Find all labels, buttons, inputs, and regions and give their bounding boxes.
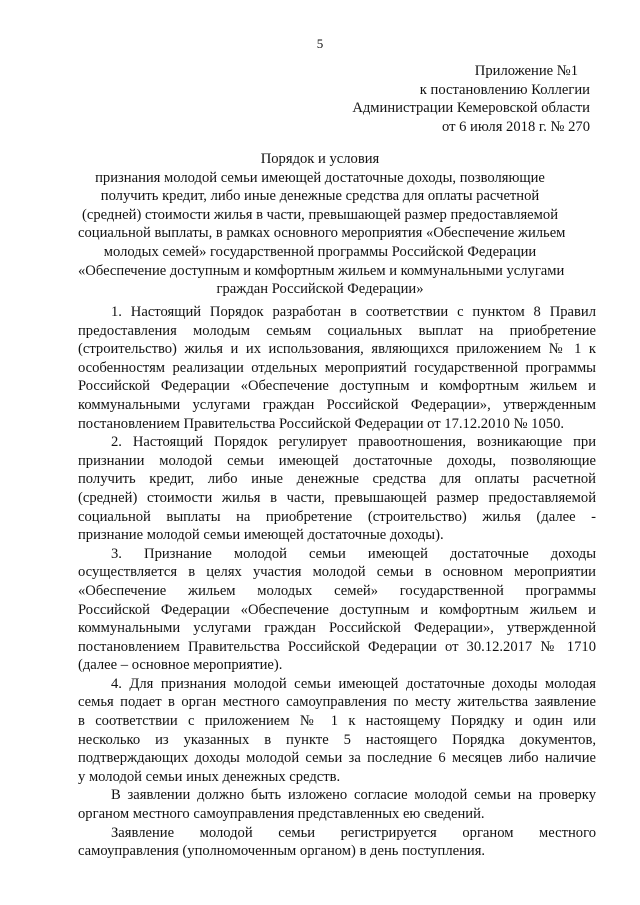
title-line: социальной выплаты, в рамках основного мероприятия «Обеспечение жильем	[78, 225, 566, 242]
text-line: 4. Для признания молодой семьи имеющей достаточные доходы молодая	[111, 675, 596, 692]
title-line: молодых семей» государственной программы Российской Федерации	[103, 243, 537, 260]
paragraph-2	[78, 433, 596, 545]
text-line: постановлением Правительства Российской Федерации от 17.12.2010 № 1050.	[78, 415, 565, 432]
title-line: «Обеспечение доступным и комфортным жильем и коммунальными услугами	[78, 262, 565, 279]
text-line: социальной выплаты на приобретение (строительство) жилья (далее -	[78, 508, 596, 525]
text-line: Российской Федерации «Обеспечение доступным и комфортным жильем и	[78, 601, 596, 618]
text-line: 2. Настоящий Порядок регулирует правоотношения, возникающие при	[111, 434, 596, 451]
text-line: (средней) стоимости жилья в части, превышающей размер предоставляемой	[78, 489, 596, 506]
text-line: семья подает в орган местного самоуправления по месту жительства заявление	[78, 694, 596, 711]
text-line: у молодой семьи иных денежных средств.	[78, 768, 341, 785]
text-line: несколько из указанных в пункте 5 настоящего Порядка документов,	[78, 731, 596, 748]
text-line: Заявление молодой семьи регистрируется органом местного	[111, 824, 596, 841]
appendix-resolution-line: к постановлению Коллегии	[419, 81, 590, 98]
title-line: граждан Российской Федерации»	[216, 281, 424, 298]
paragraph-consent	[78, 786, 596, 823]
text-line: 3. Признание молодой семьи имеющей достаточные доходы	[111, 545, 596, 562]
text-line: осуществляется в целях участия молодой семьи в основном мероприятии	[78, 564, 596, 581]
paragraph-1	[78, 303, 596, 433]
paragraph-registration	[78, 824, 596, 861]
paragraph-4	[78, 675, 596, 787]
title-line: получить кредит, либо иные денежные средства для оплаты расчетной	[100, 188, 540, 205]
appendix-administration-line: Администрации Кемеровской области	[352, 100, 590, 117]
title-line: признания молодой семьи имеющей достаточные доходы, позволяющие	[95, 169, 545, 186]
text-line: в соответствии с приложением № 1 к настоящему Порядку и один или	[78, 713, 596, 730]
text-line: коммунальными услугами граждан Российской Федерации», утвержденной	[78, 620, 596, 637]
text-line: предоставления молодым семьям социальных выплат на приобретение	[78, 322, 596, 339]
text-line: признание молодой семьи имеющей достаточные доходы).	[78, 527, 444, 544]
document-body	[78, 303, 596, 861]
title-line: (средней) стоимости жилья в части, превышающей размер предоставляемой	[82, 206, 558, 223]
appendix-title: Приложение №1	[474, 63, 578, 79]
paragraph-3	[78, 545, 596, 675]
text-line: признании молодой семьи имеющей достаточные доходы, позволяющие	[78, 452, 596, 469]
appendix-header	[310, 62, 590, 136]
appendix-date-line: от 6 июля 2018 г. № 270	[441, 118, 590, 135]
text-line: В заявлении должно быть изложено согласие молодой семьи на проверку	[111, 787, 596, 804]
text-line: особенностям реализации отдельных мероприятий государственной программы	[78, 359, 596, 376]
text-line: (далее – основное мероприятие).	[78, 657, 283, 674]
text-line: органом местного самоуправления представленных ею сведений.	[78, 806, 485, 823]
text-line: Российской Федерации «Обеспечение доступным и комфортным жильем и	[78, 378, 596, 395]
text-line: самоуправления (уполномоченным органом) в день поступления.	[78, 843, 486, 860]
text-line: (строительство) жилья и их использования, являющихся приложением № 1 к	[78, 341, 596, 358]
text-line: постановлением Правительства Российской Федерации от 30.12.2017 № 1710	[78, 638, 596, 655]
text-line: «Обеспечение жильем молодых семей» государственной программы	[78, 582, 596, 599]
title-line: Порядок и условия	[260, 151, 380, 167]
page-number: 5	[316, 36, 324, 51]
text-line: получить кредит, либо иные денежные средства для оплаты расчетной	[78, 471, 596, 488]
document-title	[78, 150, 566, 299]
text-line: коммунальными услугами граждан Российской Федерации», утвержденным	[78, 396, 596, 413]
text-line: подтверждающих доходы молодой семьи за последние 6 месяцев либо наличие	[78, 750, 596, 767]
text-line: 1. Настоящий Порядок разработан в соответствии с пунктом 8 Правил	[111, 304, 596, 320]
